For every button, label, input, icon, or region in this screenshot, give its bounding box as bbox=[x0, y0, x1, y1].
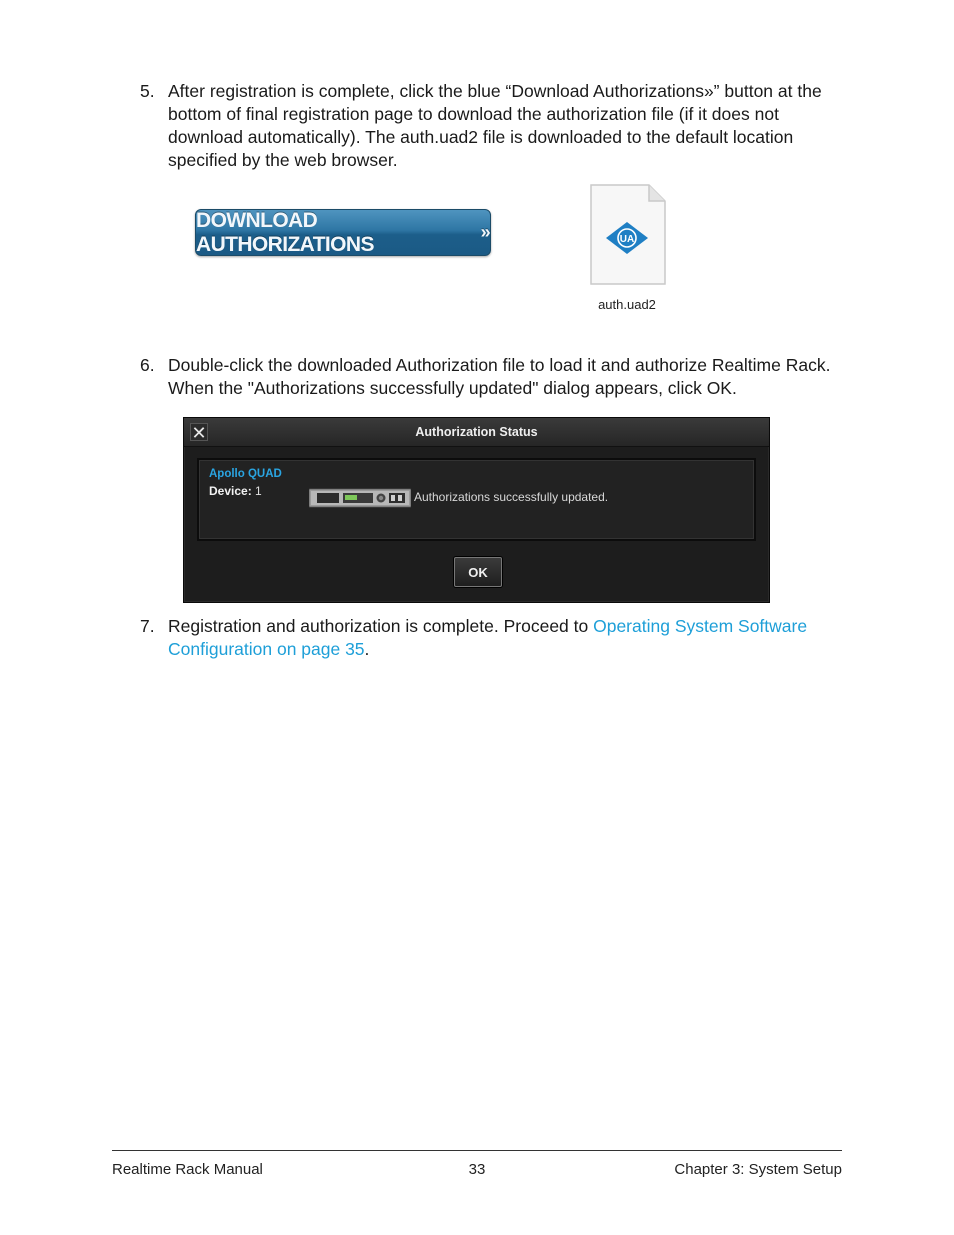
footer-page-number: 33 bbox=[468, 1161, 486, 1178]
close-icon[interactable]: ✕ bbox=[191, 423, 207, 443]
step-6 bbox=[140, 354, 845, 400]
ok-button[interactable]: OK bbox=[454, 557, 502, 587]
authorization-status-message: Authorizations successfully updated. bbox=[414, 490, 609, 504]
device-name: Apollo QUAD bbox=[209, 468, 282, 480]
step-text bbox=[168, 615, 845, 661]
device-status-panel bbox=[197, 458, 756, 541]
file-name-label: auth.uad2 bbox=[598, 297, 656, 312]
authorization-status-dialog bbox=[183, 417, 770, 603]
apollo-rack-unit-icon bbox=[309, 487, 411, 509]
download-button-label: DOWNLOAD AUTHORIZATIONS bbox=[196, 208, 374, 256]
device-value: 1 bbox=[255, 484, 262, 498]
svg-text:UA: UA bbox=[619, 234, 635, 245]
device-line bbox=[209, 484, 262, 498]
dialog-title: Authorization Status bbox=[415, 425, 538, 439]
footer-chapter-title: Chapter 3: System Setup bbox=[674, 1161, 842, 1178]
step-5 bbox=[140, 80, 845, 172]
dialog-titlebar bbox=[184, 418, 769, 447]
footer-divider bbox=[112, 1150, 842, 1151]
step-text: After registration is complete, click the blue “Download Authorizations»” button at the bottom of final registration page to download the authorization file (if it does not download automatically). The auth.uad2 file is downloaded to the default location specified by the web browser. bbox=[168, 81, 822, 170]
step-text-before: Registration and authorization is complete. Proceed to bbox=[168, 616, 594, 636]
step-number: 5. bbox=[140, 81, 155, 101]
step-number: 6. bbox=[140, 355, 155, 375]
step-text-after: . bbox=[364, 639, 370, 659]
download-authorizations-button[interactable] bbox=[195, 209, 491, 256]
device-label: Device: bbox=[209, 484, 252, 498]
step-7 bbox=[140, 615, 845, 661]
ua-file-icon[interactable] bbox=[587, 184, 667, 286]
step-text: Double-click the downloaded Authorization file to load it and authorize Realtime Rack. When the "Authorizations successfully updated" dialog appears, click OK. bbox=[168, 355, 831, 398]
step-number: 7. bbox=[140, 616, 155, 636]
footer-manual-title: Realtime Rack Manual bbox=[112, 1161, 263, 1178]
operating-system-configuration-link[interactable]: Operating System Software Configuration on page 35 bbox=[168, 616, 808, 659]
chevron-right-icon: » bbox=[480, 222, 490, 242]
